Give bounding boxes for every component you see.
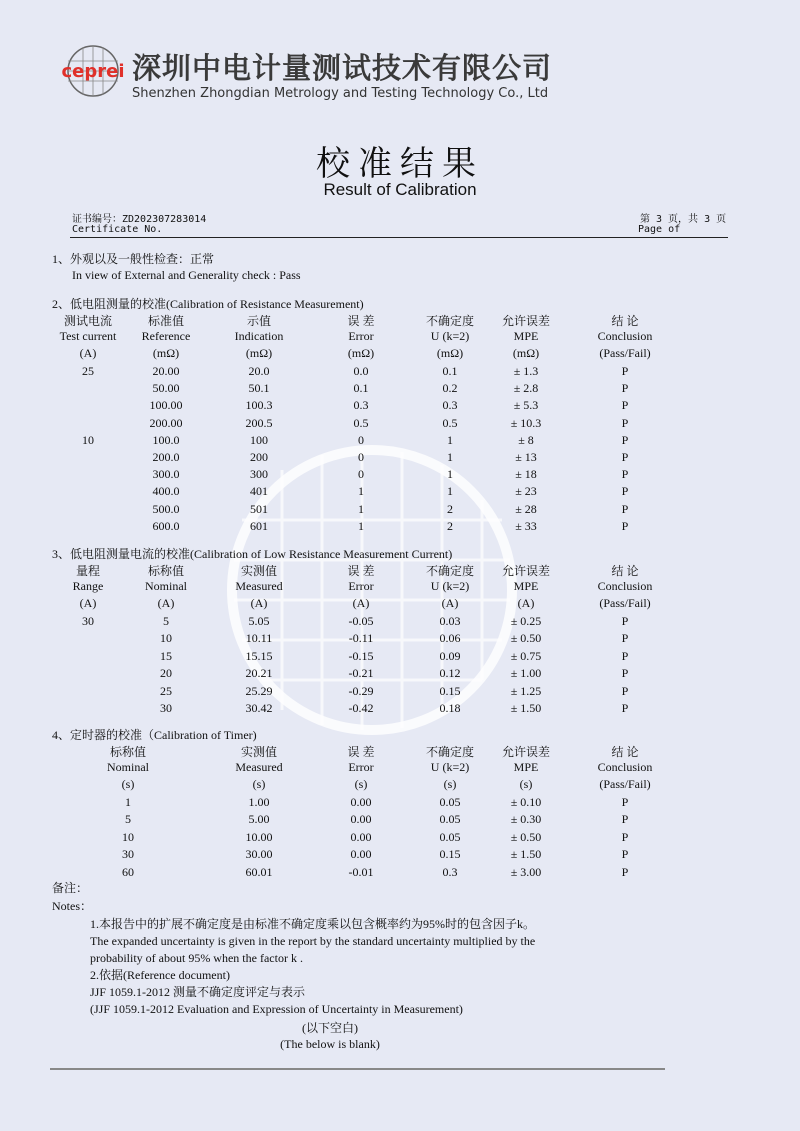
table-cell: 0.12 — [439, 666, 461, 681]
table-header-cell: 标准值 — [147, 314, 184, 328]
table-header-cell: U (k=2) — [430, 760, 470, 774]
table-cell: ± 0.50 — [510, 829, 542, 844]
table-cell: 15.15 — [245, 648, 273, 663]
table-header-cell: Error — [348, 329, 374, 343]
table-cell: 1 — [358, 484, 364, 499]
table-cell: P — [621, 666, 629, 681]
table-cell: ± 1.50 — [510, 701, 542, 715]
table-cell: 200.00 — [149, 415, 183, 430]
table-header-cell: 允许误差 — [501, 564, 550, 578]
table-cell: 200 — [250, 450, 268, 464]
table-cell: 200.5 — [245, 415, 273, 430]
table-cell: 1 — [447, 450, 453, 464]
table-cell: ± 2.8 — [513, 381, 539, 396]
table-cell: P — [621, 847, 629, 862]
table-header-cell: (mΩ) — [347, 346, 375, 360]
table-cell: P — [621, 501, 629, 516]
table-header-cell: Measured — [235, 579, 283, 593]
table-cell: -0.11 — [348, 631, 374, 646]
table-cell: 0.06 — [439, 631, 461, 646]
notes-label-en: Notes： — [52, 899, 92, 913]
table-header-cell: (Pass/Fail) — [599, 596, 651, 610]
table-cell: 0.3 — [353, 398, 369, 413]
table-cell: ± 0.10 — [510, 795, 542, 809]
table-cell: 0.00 — [350, 795, 372, 809]
table-cell: 1 — [447, 484, 453, 499]
table-header-cell: (mΩ) — [512, 346, 540, 360]
table-cell: 10.00 — [245, 829, 273, 844]
table-cell: 1 — [447, 432, 453, 447]
table-cell: P — [621, 864, 629, 879]
table-header-cell: 允许误差 — [501, 745, 550, 759]
table-cell: 2 — [447, 501, 453, 516]
table-cell: P — [621, 701, 629, 715]
table-cell: 0.15 — [439, 683, 461, 698]
table-header-cell: (mΩ) — [436, 346, 464, 360]
table-cell: 300.0 — [152, 467, 180, 482]
table-cell: P — [621, 829, 629, 844]
table-header-cell: (A) — [79, 596, 97, 610]
table-cell: 30 — [122, 847, 134, 862]
table-cell: 10 — [160, 631, 172, 646]
note-line: 1.本报告中的扩展不确定度是由标准不确定度乘以包含概率约为95%时的包含因子k。 — [90, 917, 535, 931]
section4-title: 4、定时器的校准（Calibration of Timer) — [52, 728, 257, 742]
table-cell: P — [621, 450, 629, 464]
table-cell: 0.0 — [353, 364, 369, 378]
table-cell: 0.1 — [442, 364, 458, 378]
table-cell: 0.18 — [439, 701, 461, 715]
table-cell: 30 — [82, 614, 94, 628]
table-cell: ± 0.30 — [510, 812, 542, 827]
table-cell: 100.3 — [245, 398, 273, 413]
table-cell: P — [621, 467, 629, 482]
table-cell: 1 — [125, 795, 131, 809]
table-cell: 25.29 — [245, 683, 273, 698]
title-en: Result of Calibration — [323, 180, 477, 199]
note-line: 2.依据(Reference document) — [90, 968, 230, 982]
notes-body — [90, 916, 535, 1018]
table-header-cell: Conclusion — [597, 579, 653, 593]
table-header-cell: Error — [348, 579, 374, 593]
table-header-cell: (A) — [79, 346, 97, 360]
table-header-cell: (mΩ) — [245, 346, 273, 360]
table-header-cell: 不确定度 — [425, 564, 474, 578]
table-cell: 0.03 — [439, 614, 461, 628]
table-cell: 1 — [447, 467, 453, 482]
table-cell: 200.0 — [152, 450, 180, 464]
company-name-en: Shenzhen Zhongdian Metrology and Testing Technology Co., Ltd — [132, 86, 549, 101]
table-header-cell: (Pass/Fail) — [599, 777, 651, 791]
table-cell: P — [621, 518, 629, 533]
table-header-cell: 实测值 — [240, 745, 277, 759]
table-cell: 2 — [447, 518, 453, 533]
table-cell: ± 28 — [515, 501, 537, 516]
table-cell: 60 — [122, 864, 134, 879]
table-cell: P — [621, 432, 629, 447]
table-cell: ± 3.00 — [510, 864, 542, 879]
table-cell: P — [621, 812, 629, 827]
table-header-cell: Nominal — [145, 579, 187, 593]
logo-text: ceprei — [61, 61, 125, 82]
table-cell: ± 33 — [515, 518, 537, 533]
table-cell: 0.5 — [353, 415, 369, 430]
table-header-cell: Reference — [141, 329, 191, 343]
table-cell: P — [621, 484, 629, 499]
company-logo — [60, 44, 126, 98]
table-cell: ± 23 — [515, 484, 537, 499]
table-cell: 50.00 — [152, 381, 180, 396]
table-cell: 20.00 — [152, 364, 180, 378]
table-cell: 15 — [160, 648, 172, 663]
table-cell: P — [621, 683, 629, 698]
table-header-cell: 测试电流 — [63, 314, 112, 328]
table-cell: ± 0.50 — [510, 631, 542, 646]
table-cell: 0 — [358, 467, 364, 482]
table-cell: ± 1.50 — [510, 847, 542, 862]
table-cell: -0.42 — [348, 701, 374, 715]
notes-label-cn: 备注： — [52, 881, 89, 895]
table-cell: 1 — [358, 501, 364, 516]
table-cell: P — [621, 631, 629, 646]
table-cell: 0.1 — [353, 381, 369, 396]
table-header-cell: Error — [348, 760, 374, 774]
table-cell: 5.05 — [248, 614, 270, 628]
table-header-cell: (s) — [252, 777, 266, 791]
table-cell: P — [621, 381, 629, 396]
table-header-cell: (A) — [441, 596, 459, 610]
table-cell: P — [621, 364, 629, 378]
table-cell: 25 — [160, 683, 172, 698]
table-cell: 0 — [358, 450, 364, 464]
table-header-cell: (A) — [352, 596, 370, 610]
table-cell: 5.00 — [248, 812, 270, 827]
table-cell: P — [621, 415, 629, 430]
table-cell: 1.00 — [248, 795, 270, 809]
table-cell: -0.29 — [348, 683, 374, 698]
footer-rule — [50, 1068, 665, 1070]
table-cell: 300 — [250, 467, 268, 482]
table-header-cell: Measured — [235, 760, 283, 774]
table-header-cell: 不确定度 — [425, 314, 474, 328]
note-line: The expanded uncertainty is given in the report by the standard uncertainty multiplied by the — [90, 934, 536, 948]
table-cell: 30.42 — [245, 701, 273, 715]
table-cell: ± 1.00 — [510, 666, 542, 681]
table-cell: 500.0 — [152, 501, 180, 516]
table-cell: 400.0 — [152, 484, 180, 499]
table-header-cell: 结 论 — [611, 314, 639, 328]
table-cell: 0.3 — [442, 398, 458, 413]
table-header-cell: 不确定度 — [425, 745, 474, 759]
table-cell: -0.21 — [348, 666, 374, 681]
table-cell: P — [621, 614, 629, 628]
table-cell: 10 — [82, 432, 94, 447]
table-cell: ± 5.3 — [513, 398, 539, 413]
table-header-cell: (s) — [443, 777, 457, 791]
table-cell: 0.2 — [442, 381, 458, 396]
table-cell: 20.21 — [245, 666, 273, 681]
table-header-cell: Conclusion — [597, 329, 653, 343]
table-header-cell: MPE — [513, 760, 539, 774]
table-header-cell: 实测值 — [240, 564, 277, 578]
table-header-cell: 允许误差 — [501, 314, 550, 328]
table-header-cell: Conclusion — [597, 760, 653, 774]
table-cell: 5 — [125, 812, 131, 827]
table-cell: 10 — [122, 829, 134, 844]
page-number-en: Page of — [638, 224, 681, 235]
table-header-cell: (A) — [250, 596, 268, 610]
table-cell: P — [621, 648, 629, 663]
note-line: (JJF 1059.1-2012 Evaluation and Expression of Uncertainty in Measurement) — [90, 1002, 463, 1016]
note-line: JJF 1059.1-2012 测量不确定度评定与表示 — [90, 985, 306, 999]
table-cell: 0.00 — [350, 812, 372, 827]
table-cell: 25 — [82, 364, 94, 378]
table-cell: 50.1 — [248, 381, 270, 396]
table-cell: ± 1.25 — [510, 683, 542, 698]
table-header-cell: 误 差 — [347, 314, 375, 328]
table-cell: -0.05 — [348, 614, 374, 628]
table-header-cell: (mΩ) — [152, 346, 180, 360]
table-cell: ± 10.3 — [510, 415, 542, 430]
table-cell: -0.15 — [348, 648, 374, 663]
table-header-cell: 结 论 — [611, 564, 639, 578]
table-header-cell: MPE — [513, 329, 539, 343]
note-line: probability of about 95% when the factor k . — [90, 951, 303, 965]
table-cell: 0.09 — [439, 648, 461, 663]
table-header-cell: 误 差 — [347, 745, 375, 759]
table-header-cell: (s) — [519, 777, 533, 791]
table-header-cell: 标称值 — [109, 745, 146, 759]
table-cell: 501 — [250, 501, 268, 516]
table-cell: -0.01 — [348, 864, 374, 879]
table-cell: ± 18 — [515, 467, 537, 482]
table-cell: 1 — [358, 518, 364, 533]
table-header-cell: U (k=2) — [430, 579, 470, 593]
title-cn: 校准结果 — [316, 144, 484, 184]
table-header-cell: Indication — [234, 329, 284, 343]
section1-title: 1、外观以及一般性检查：正常 — [52, 252, 215, 266]
certificate-number — [72, 210, 206, 225]
table-header-cell: U (k=2) — [430, 329, 470, 343]
table-header-cell: MPE — [513, 579, 539, 593]
table-cell: ± 0.75 — [510, 648, 542, 663]
table-header-cell: 量程 — [75, 564, 100, 578]
table-cell: 401 — [250, 484, 268, 499]
table-cell: 0.05 — [439, 812, 461, 827]
blank-note-cn: (以下空白) — [302, 1021, 358, 1035]
table-header-cell: (A) — [157, 596, 175, 610]
table-cell: ± 1.3 — [513, 364, 539, 378]
table-header-cell: 结 论 — [611, 745, 639, 759]
table-cell: 0 — [358, 432, 364, 447]
table-header-cell: Test current — [59, 329, 117, 343]
table-header-cell: Range — [72, 579, 104, 593]
table-header-cell: 标称值 — [147, 564, 184, 578]
table-header-cell: (Pass/Fail) — [599, 346, 651, 360]
table-cell: 601 — [250, 518, 268, 533]
table-cell: 100 — [250, 432, 268, 447]
table-cell: 0.05 — [439, 795, 461, 809]
table-cell: 0.3 — [442, 864, 458, 879]
table-cell: 10.11 — [245, 631, 273, 646]
table-cell: 30.00 — [245, 847, 273, 862]
table-header-cell: 误 差 — [347, 564, 375, 578]
table-cell: 30 — [160, 701, 172, 715]
table-cell: P — [621, 795, 629, 809]
table-header-cell: Nominal — [107, 760, 149, 774]
section1-subtitle: In view of External and Generality check : Pass — [72, 268, 301, 282]
table-cell: P — [621, 398, 629, 413]
table-cell: 20 — [160, 666, 172, 681]
table-header-cell: (A) — [517, 596, 535, 610]
table-cell: 60.01 — [245, 864, 273, 879]
table-cell: 0.05 — [439, 829, 461, 844]
table-cell: 0.15 — [439, 847, 461, 862]
certificate-label-cn: 证书编号： — [72, 214, 122, 225]
page-number-cn: 第 3 页，共 3 页 — [640, 214, 727, 225]
table-cell: ± 13 — [515, 450, 537, 464]
table-header-cell: 示值 — [246, 314, 271, 328]
table-cell: 0.00 — [350, 847, 372, 862]
section2-title: 2、低电阻测量的校准(Calibration of Resistance Measurement) — [52, 297, 364, 311]
table-cell: ± 0.25 — [510, 614, 542, 628]
blank-note-en: (The below is blank) — [280, 1037, 380, 1051]
table-header-cell: (s) — [354, 777, 368, 791]
table-cell: 0.00 — [350, 829, 372, 844]
section3-title: 3、低电阻测量电流的校准(Calibration of Low Resistance Measurement Current) — [52, 547, 453, 561]
table-cell: 5 — [163, 614, 169, 628]
header-rule — [70, 237, 728, 238]
table-cell: ± 8 — [518, 432, 534, 447]
table-cell: 600.0 — [152, 518, 180, 533]
certificate-label-en: Certificate No. — [72, 224, 163, 235]
table-header-cell: (s) — [121, 777, 135, 791]
table-cell: 100.0 — [152, 432, 180, 447]
table-cell: 20.0 — [248, 364, 270, 378]
certificate-value: ZD202307283014 — [122, 214, 207, 225]
company-name-cn: 深圳中电计量测试技术有限公司 — [132, 51, 553, 85]
table-cell: 100.00 — [149, 398, 183, 413]
table-cell: 0.5 — [442, 415, 458, 430]
